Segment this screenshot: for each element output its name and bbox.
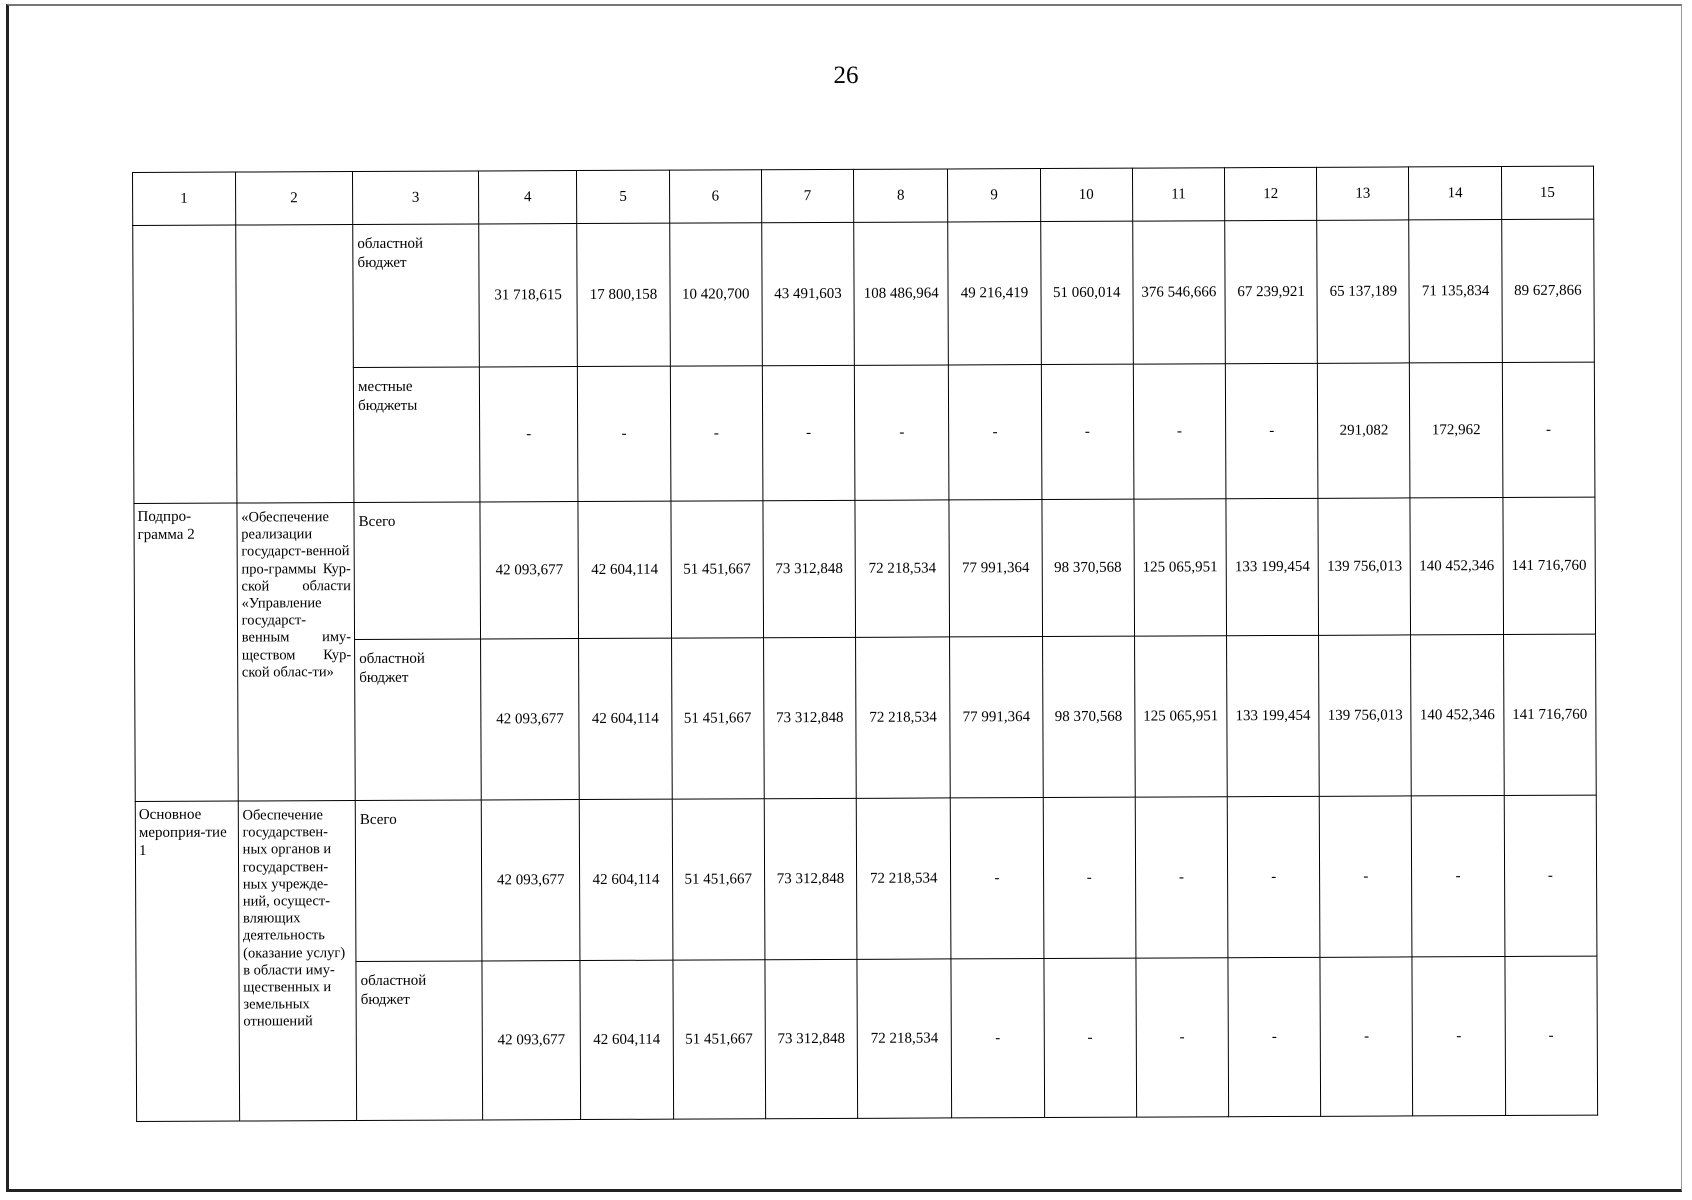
value-cell: 140 452,346 xyxy=(1410,498,1503,635)
funding-source: местные бюджеты xyxy=(353,367,479,503)
value-cell: 133 199,454 xyxy=(1227,635,1320,796)
value-cell: 108 486,964 xyxy=(854,222,949,365)
value-cell: - xyxy=(1320,957,1413,1116)
value-cell: - xyxy=(479,367,578,502)
value-cell: 51 451,667 xyxy=(673,960,766,1119)
value-cell: - xyxy=(1225,363,1318,498)
value-cell: - xyxy=(951,959,1044,1118)
header-row xyxy=(133,166,1594,225)
table-wrapper xyxy=(132,166,1598,1122)
program-name: Основное мероприя-тие 1 xyxy=(135,801,239,1121)
value-cell: - xyxy=(1133,364,1226,499)
value-cell: - xyxy=(949,365,1042,500)
header-cell: 14 xyxy=(1409,167,1501,220)
value-cell: 73 312,848 xyxy=(765,959,858,1118)
value-cell: 49 216,419 xyxy=(948,222,1041,365)
value-cell: 77 991,364 xyxy=(949,500,1042,637)
budget-table xyxy=(132,166,1598,1122)
value-cell: 291,082 xyxy=(1318,363,1411,498)
value-cell: 125 065,951 xyxy=(1134,499,1227,636)
value-cell: - xyxy=(1502,362,1595,497)
program-name: Подпро-грамма 2 xyxy=(134,503,238,801)
program-description: «Обеспечение реализации государст-венной про-граммы Кур-ской области «Управление государст-венным иму-ществом Кур-ской облас-ти» xyxy=(237,503,356,802)
value-cell: 42 604,114 xyxy=(578,501,671,638)
funding-source: областной бюджет xyxy=(353,224,479,368)
value-cell: 125 065,951 xyxy=(1134,636,1227,797)
value-cell: 72 218,534 xyxy=(856,637,951,798)
header-cell: 13 xyxy=(1317,167,1409,220)
value-cell: - xyxy=(762,365,855,500)
header-cell: 6 xyxy=(669,170,761,223)
value-cell: - xyxy=(1319,796,1412,957)
value-cell: 133 199,454 xyxy=(1226,498,1319,635)
value-cell: - xyxy=(1504,795,1597,956)
value-cell: 65 137,189 xyxy=(1317,220,1410,363)
value-cell: - xyxy=(951,798,1044,959)
value-cell: - xyxy=(670,366,763,501)
value-cell: 139 756,013 xyxy=(1318,498,1411,635)
header-cell: 4 xyxy=(478,171,577,224)
value-cell: - xyxy=(854,365,949,500)
value-cell: 72 218,534 xyxy=(856,798,951,959)
funding-source: областной бюджет xyxy=(356,961,482,1121)
value-cell: 73 312,848 xyxy=(763,637,856,798)
value-cell: 42 604,114 xyxy=(580,960,673,1119)
table-row xyxy=(133,219,1595,368)
value-cell: - xyxy=(578,366,671,501)
value-cell: 140 452,346 xyxy=(1411,635,1504,796)
value-cell: 73 312,848 xyxy=(764,798,857,959)
header-cell: 1 xyxy=(133,172,236,225)
value-cell: - xyxy=(1043,797,1136,958)
value-cell: 42 093,677 xyxy=(480,639,579,800)
header-cell: 8 xyxy=(854,169,949,222)
value-cell: 51 451,667 xyxy=(671,638,764,799)
header-cell: 11 xyxy=(1132,168,1224,221)
value-cell: 141 716,760 xyxy=(1503,497,1596,634)
value-cell: 42 604,114 xyxy=(579,638,672,799)
table-row xyxy=(135,795,1597,962)
value-cell: 89 627,866 xyxy=(1501,219,1594,362)
value-cell: 51 451,667 xyxy=(672,799,765,960)
value-cell: - xyxy=(1227,796,1320,957)
funding-source: Всего xyxy=(355,800,481,962)
value-cell: - xyxy=(1136,958,1229,1117)
value-cell: 51 451,667 xyxy=(671,501,764,638)
value-cell: 42 093,677 xyxy=(480,502,579,639)
value-cell: 376 546,666 xyxy=(1132,221,1225,364)
value-cell: - xyxy=(1412,957,1505,1116)
empty-cell xyxy=(133,225,237,503)
value-cell: 42 093,677 xyxy=(481,800,580,961)
header-cell: 5 xyxy=(577,170,669,223)
value-cell: 51 060,014 xyxy=(1040,221,1133,364)
value-cell: 139 756,013 xyxy=(1319,635,1412,796)
value-cell: 17 800,158 xyxy=(577,223,670,366)
value-cell: - xyxy=(1412,796,1505,957)
value-cell: 71 135,834 xyxy=(1409,220,1502,363)
value-cell: 67 239,921 xyxy=(1225,220,1318,363)
value-cell: 42 604,114 xyxy=(580,799,673,960)
value-cell: 10 420,700 xyxy=(669,223,762,366)
value-cell: - xyxy=(1505,956,1598,1115)
program-description: Обеспечение государствен-ных органов и государствен-ных учрежде-ний, осущест-вляющих деятельность (оказание услуг) в области иму-щественных и земельных отношений xyxy=(238,801,357,1122)
funding-source: областной бюджет xyxy=(355,639,481,801)
value-cell: 141 716,760 xyxy=(1503,634,1596,795)
value-cell: 31 718,615 xyxy=(479,224,578,367)
value-cell: - xyxy=(1043,958,1136,1117)
value-cell: 77 991,364 xyxy=(950,637,1043,798)
value-cell: 72 218,534 xyxy=(855,500,950,637)
value-cell: - xyxy=(1228,957,1321,1116)
header-cell: 7 xyxy=(761,169,853,222)
header-cell: 3 xyxy=(353,171,479,225)
page-number: 26 xyxy=(833,62,859,89)
value-cell: 73 312,848 xyxy=(763,500,856,637)
header-cell: 10 xyxy=(1040,168,1132,221)
empty-cell xyxy=(235,225,354,504)
header-cell: 9 xyxy=(948,169,1040,222)
value-cell: 72 218,534 xyxy=(857,959,952,1118)
header-cell: 15 xyxy=(1501,166,1594,219)
value-cell: 98 370,568 xyxy=(1042,636,1135,797)
value-cell: 42 093,677 xyxy=(482,961,581,1120)
header-cell: 12 xyxy=(1224,167,1316,220)
value-cell: 172,962 xyxy=(1410,363,1503,498)
value-cell: 43 491,603 xyxy=(762,222,855,365)
value-cell: 98 370,568 xyxy=(1041,499,1134,636)
value-cell: - xyxy=(1135,797,1228,958)
funding-source: Всего xyxy=(354,502,480,640)
table-row xyxy=(134,497,1596,640)
value-cell: - xyxy=(1041,364,1134,499)
header-cell: 2 xyxy=(235,172,353,226)
